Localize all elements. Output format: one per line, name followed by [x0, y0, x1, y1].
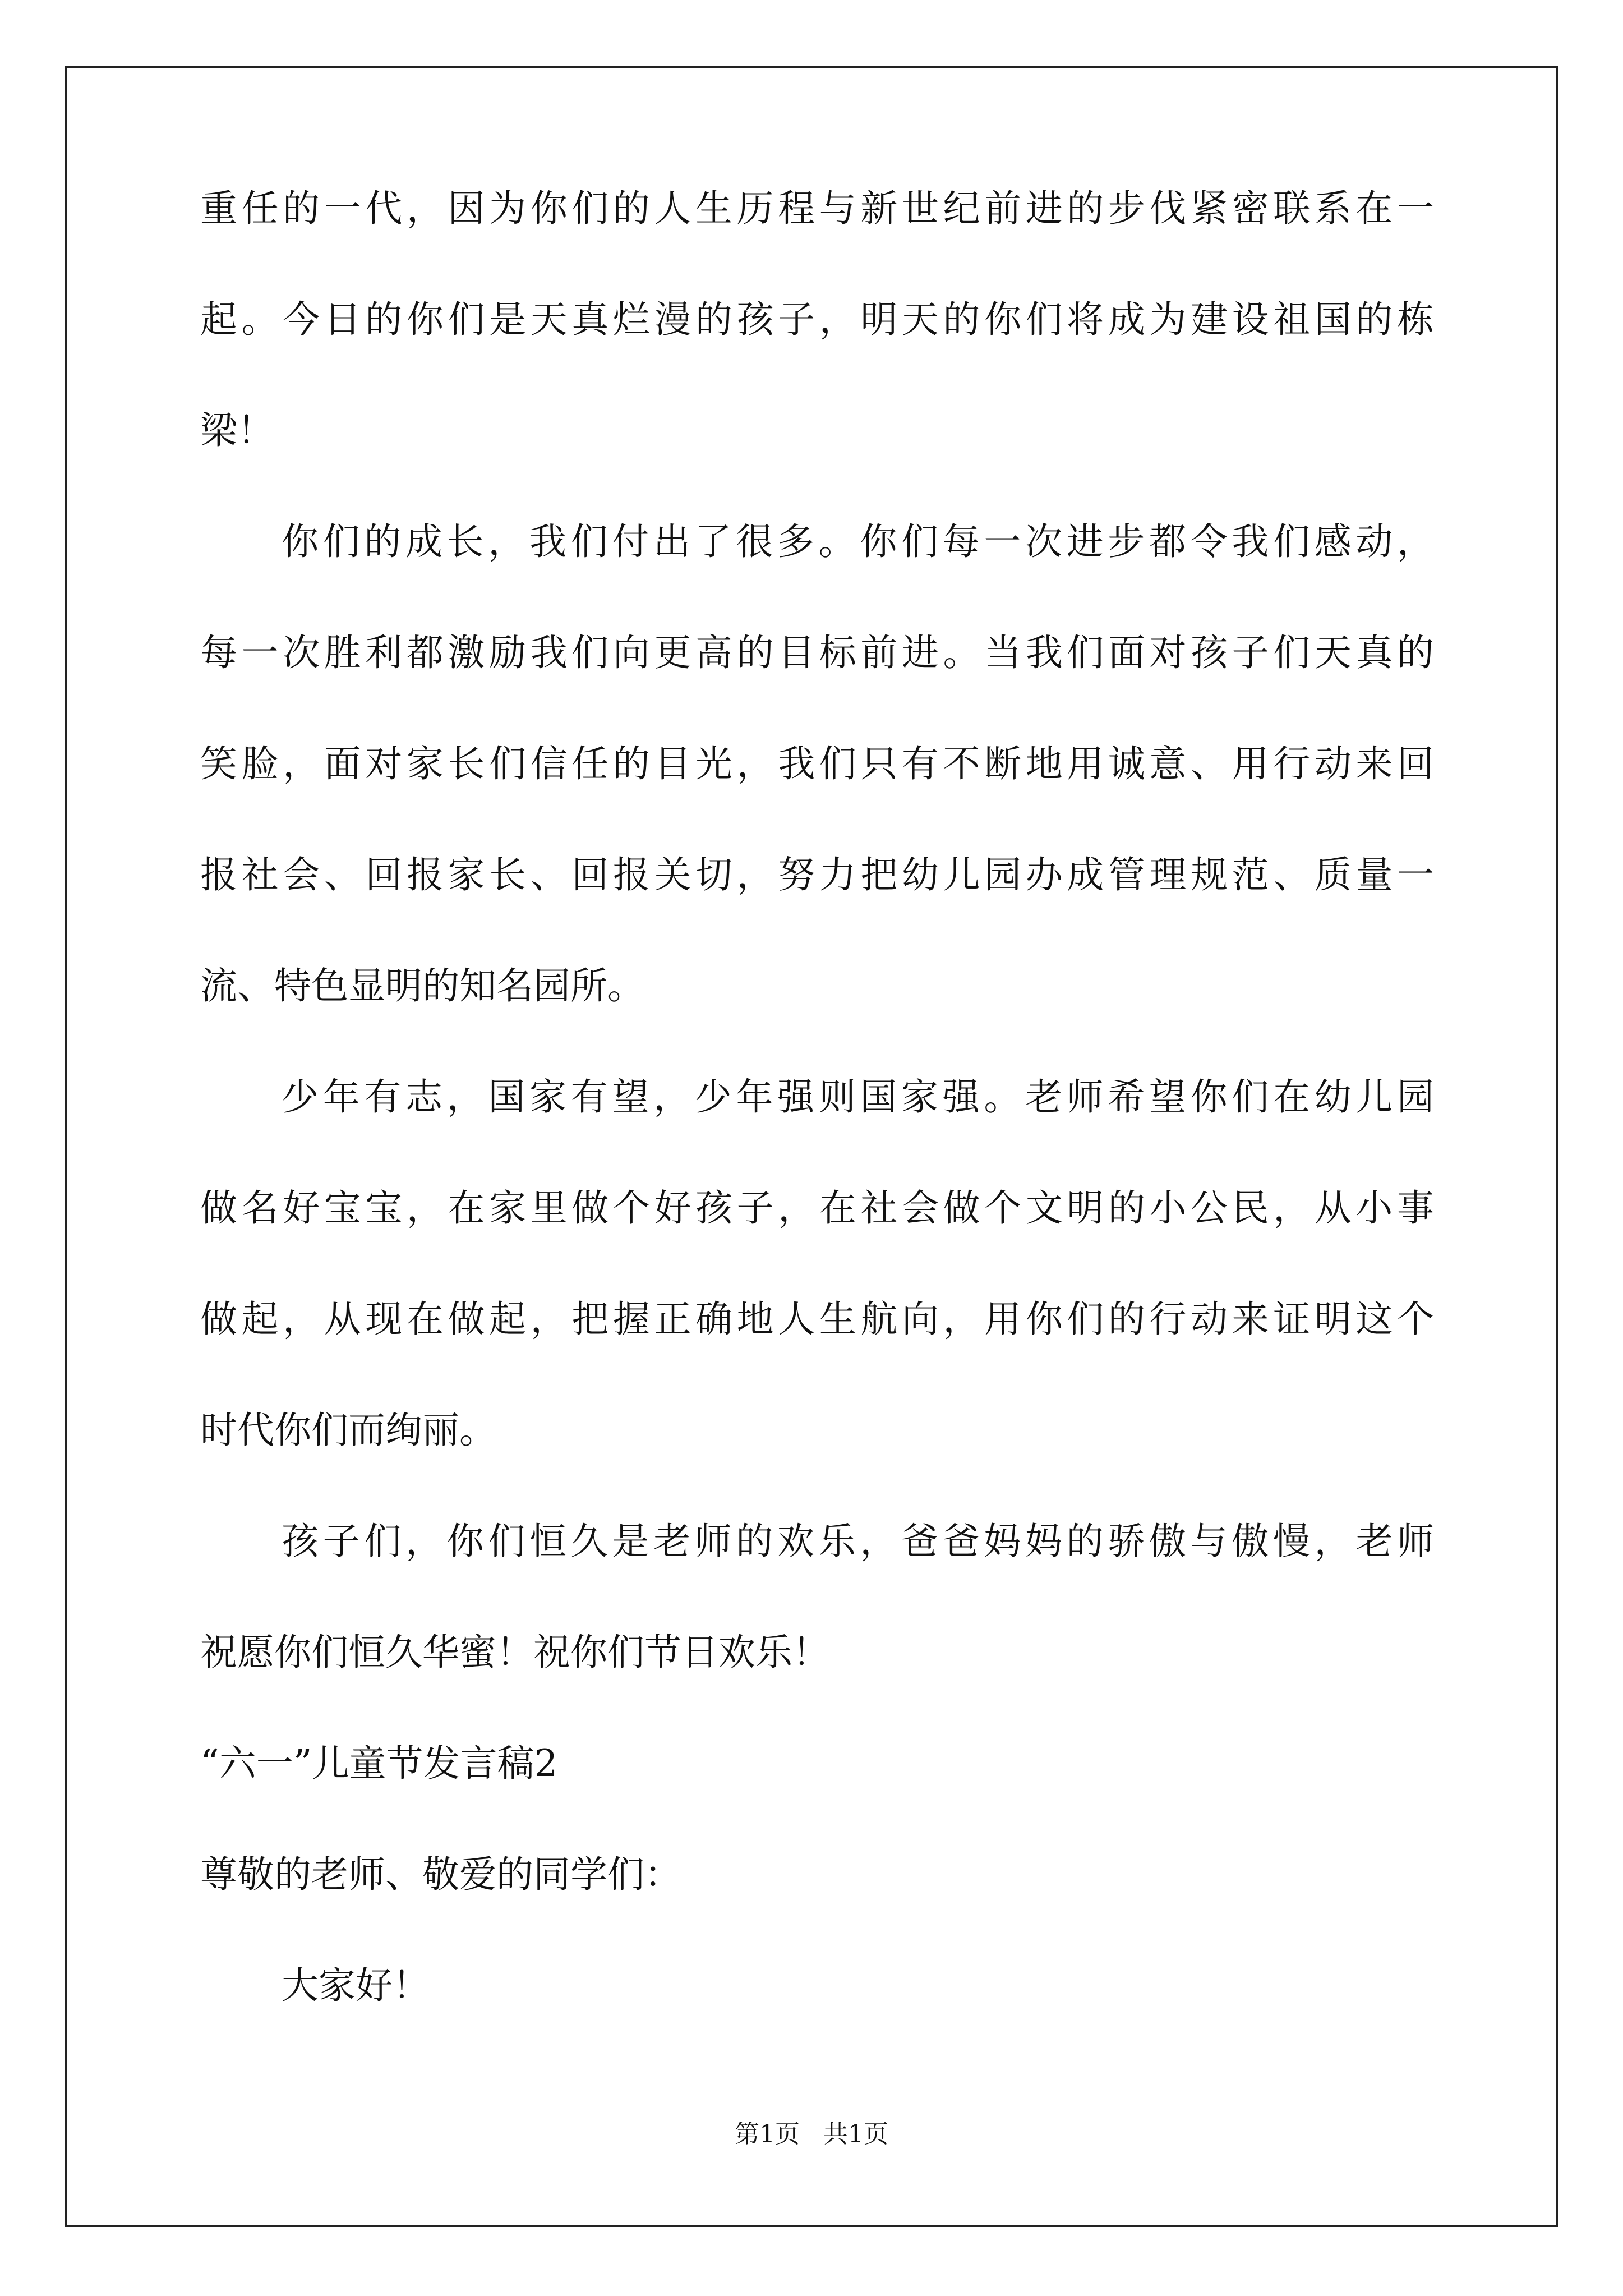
text-line-6: 笑脸，面对家长们信任的目光，我们只有不断地用诚意、用行动来回 — [200, 742, 1434, 785]
text-line-5: 每一次胜利都激励我们向更高的目标前进。当我们面对孩子们天真的 — [200, 631, 1434, 674]
page-total: 共1页 — [823, 2120, 888, 2148]
text-line-3: 梁！ — [200, 409, 274, 452]
text-line-2: 起。今日的你们是天真烂漫的孩子，明天的你们将成为建设祖国的栋 — [200, 298, 1434, 341]
text-line-7: 报社会、回报家长、回报关切，努力把幼儿园办成管理规范、质量一 — [200, 853, 1434, 896]
page-number: 第1页 — [735, 2120, 800, 2148]
salutation: 尊敬的老师、敬爱的同学们： — [200, 1853, 681, 1896]
text-line-10: 做名好宝宝，在家里做个好孩子，在社会做个文明的小公民，从小事 — [200, 1186, 1434, 1230]
text-line-4: 你们的成长，我们付出了很多。你们每一次进步都令我们感动， — [282, 520, 1434, 563]
text-line-8: 流、特色显明的知名园所。 — [200, 964, 644, 1007]
text-line-14: 祝愿你们恒久华蜜！祝你们节日欢乐！ — [200, 1631, 829, 1674]
document-body — [200, 188, 1434, 2006]
text-line-12: 时代你们而绚丽。 — [200, 1409, 496, 1452]
section-heading: “六一”儿童节发言稿2 — [200, 1742, 558, 1785]
text-line-1: 重任的一代，因为你们的人生历程与新世纪前进的步伐紧密联系在一 — [200, 187, 1434, 230]
text-line-11: 做起，从现在做起，把握正确地人生航向，用你们的行动来证明这个 — [200, 1297, 1434, 1341]
greeting: 大家好！ — [282, 1964, 430, 2007]
page-footer — [0, 2120, 1623, 2148]
text-line-13: 孩子们，你们恒久是老师的欢乐，爸爸妈妈的骄傲与傲慢，老师 — [282, 1520, 1434, 1563]
text-line-9: 少年有志，国家有望，少年强则国家强。老师希望你们在幼儿园 — [282, 1075, 1434, 1119]
